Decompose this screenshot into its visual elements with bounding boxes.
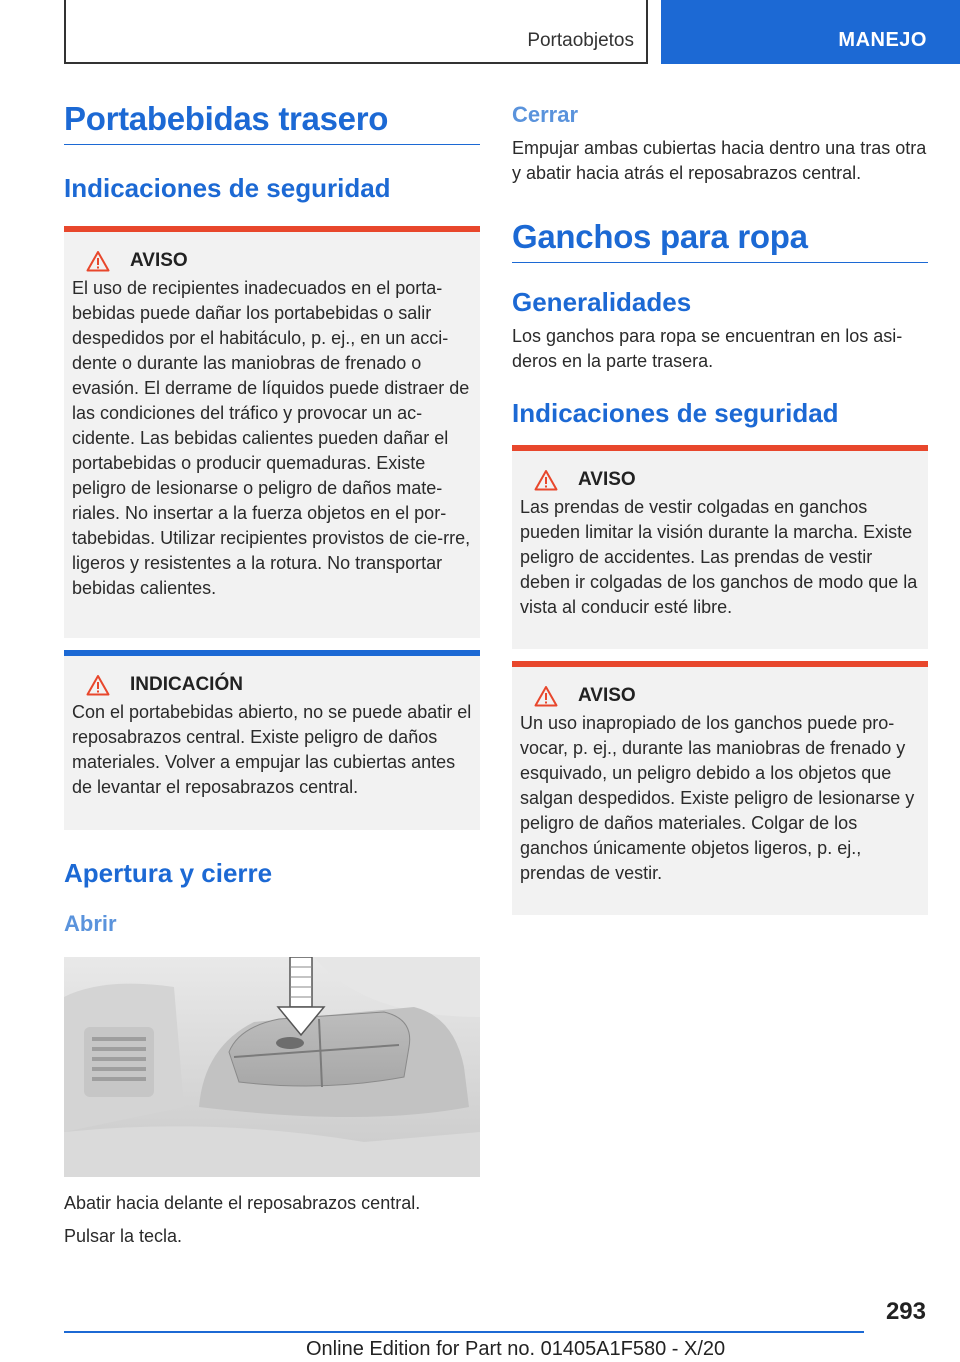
footer-divider bbox=[64, 1331, 864, 1333]
warning-label: AVISO bbox=[578, 685, 636, 706]
armrest-illustration bbox=[64, 957, 480, 1177]
heading-general: Generalidades bbox=[512, 287, 692, 317]
header-section-label: Portaobjetos bbox=[527, 30, 634, 51]
right-column bbox=[512, 100, 928, 915]
close-text: Empujar ambas cubiertas hacia dentro una tras otra y abatir hacia atrás el reposabrazos central. bbox=[512, 138, 927, 183]
warning-triangle-icon bbox=[534, 685, 558, 707]
section-title-cupholder: Portabebidas trasero bbox=[64, 100, 480, 145]
warning-label: AVISO bbox=[578, 469, 636, 490]
general-text: Los ganchos para ropa se encuentran en los asi-deros en la parte trasera. bbox=[512, 326, 903, 371]
notice-box-cupholder bbox=[64, 650, 480, 830]
section-title-hooks: Ganchos para ropa bbox=[512, 218, 928, 263]
heading-safety-right: Indicaciones de seguridad bbox=[512, 398, 839, 428]
warning-triangle-icon bbox=[534, 469, 558, 491]
edition-text: Online Edition for Part no. 01405A1F580 - X/20 bbox=[306, 1338, 726, 1360]
step-1: Abatir hacia delante el reposabrazos central. bbox=[64, 1193, 421, 1213]
subheading-open: Abrir bbox=[64, 911, 117, 936]
header-section-tab bbox=[64, 0, 648, 64]
left-column bbox=[64, 100, 480, 1249]
warning-text: El uso de recipientes inadecuados en el porta-bebidas puede dañar los portabebidas o salir despedidos por el habitáculo, p. ej., en un acci-dente o durante las maniobras de frenado o evasión. El derrame de líquidos puede distraer de las condiciones del tráfico y provocar un ac-cidente. Las bebidas calientes pueden dañar el portabebidas o producir quemaduras. Existe peligro de lesionarse o peligro de daños mate-riales. No insertar a la fuerza objetos en el por-tabebidas. Utilizar recipientes provistos de cie-rre, ligeros y resistentes a la rotura. No transportar bebidas calientes. bbox=[72, 278, 471, 598]
heading-safety-left: Indicaciones de seguridad bbox=[64, 173, 391, 203]
warning-text: Las prendas de vestir colgadas en ganchos pueden limitar la visión durante la marcha. Existe peligro de accidentes. Las prendas de vestir deben ir colgadas de los ganchos de modo que la vista al conducir esté libre. bbox=[520, 497, 918, 617]
notice-label: INDICACIÓN bbox=[130, 674, 243, 695]
warning-title bbox=[86, 250, 472, 272]
page-number: 293 bbox=[885, 1298, 926, 1325]
header-chapter-label: MANEJO bbox=[838, 29, 927, 51]
notice-title bbox=[86, 674, 472, 696]
subheading-close: Cerrar bbox=[512, 102, 579, 127]
warning-box-hooks-2 bbox=[512, 661, 928, 915]
warning-box-hooks-1 bbox=[512, 445, 928, 649]
notice-text: Con el portabebidas abierto, no se puede abatir el reposabrazos central. Existe peligro de daños materiales. Volver a empujar las cubiertas antes de levantar el reposabrazos central. bbox=[72, 702, 472, 797]
header-chapter-tab bbox=[661, 0, 960, 64]
warning-title bbox=[534, 469, 920, 491]
warning-label: AVISO bbox=[130, 250, 188, 271]
warning-triangle-icon bbox=[86, 250, 110, 272]
step-2: Pulsar la tecla. bbox=[64, 1226, 183, 1246]
heading-open-close: Apertura y cierre bbox=[64, 858, 273, 888]
warning-triangle-icon bbox=[86, 674, 110, 696]
armrest-photo bbox=[64, 957, 480, 1177]
warning-title bbox=[534, 685, 920, 707]
warning-text: Un uso inapropiado de los ganchos puede pro-vocar, p. ej., durante las maniobras de frenado y esquivado, un peligro debido a los objetos que salgan despedidos. Existe peligro de lesionarse y peligro de daños materiales. Colgar de los ganchos únicamente objetos ligeros, p. ej., prendas de vestir. bbox=[520, 713, 915, 883]
warning-box-cupholder bbox=[64, 226, 480, 638]
